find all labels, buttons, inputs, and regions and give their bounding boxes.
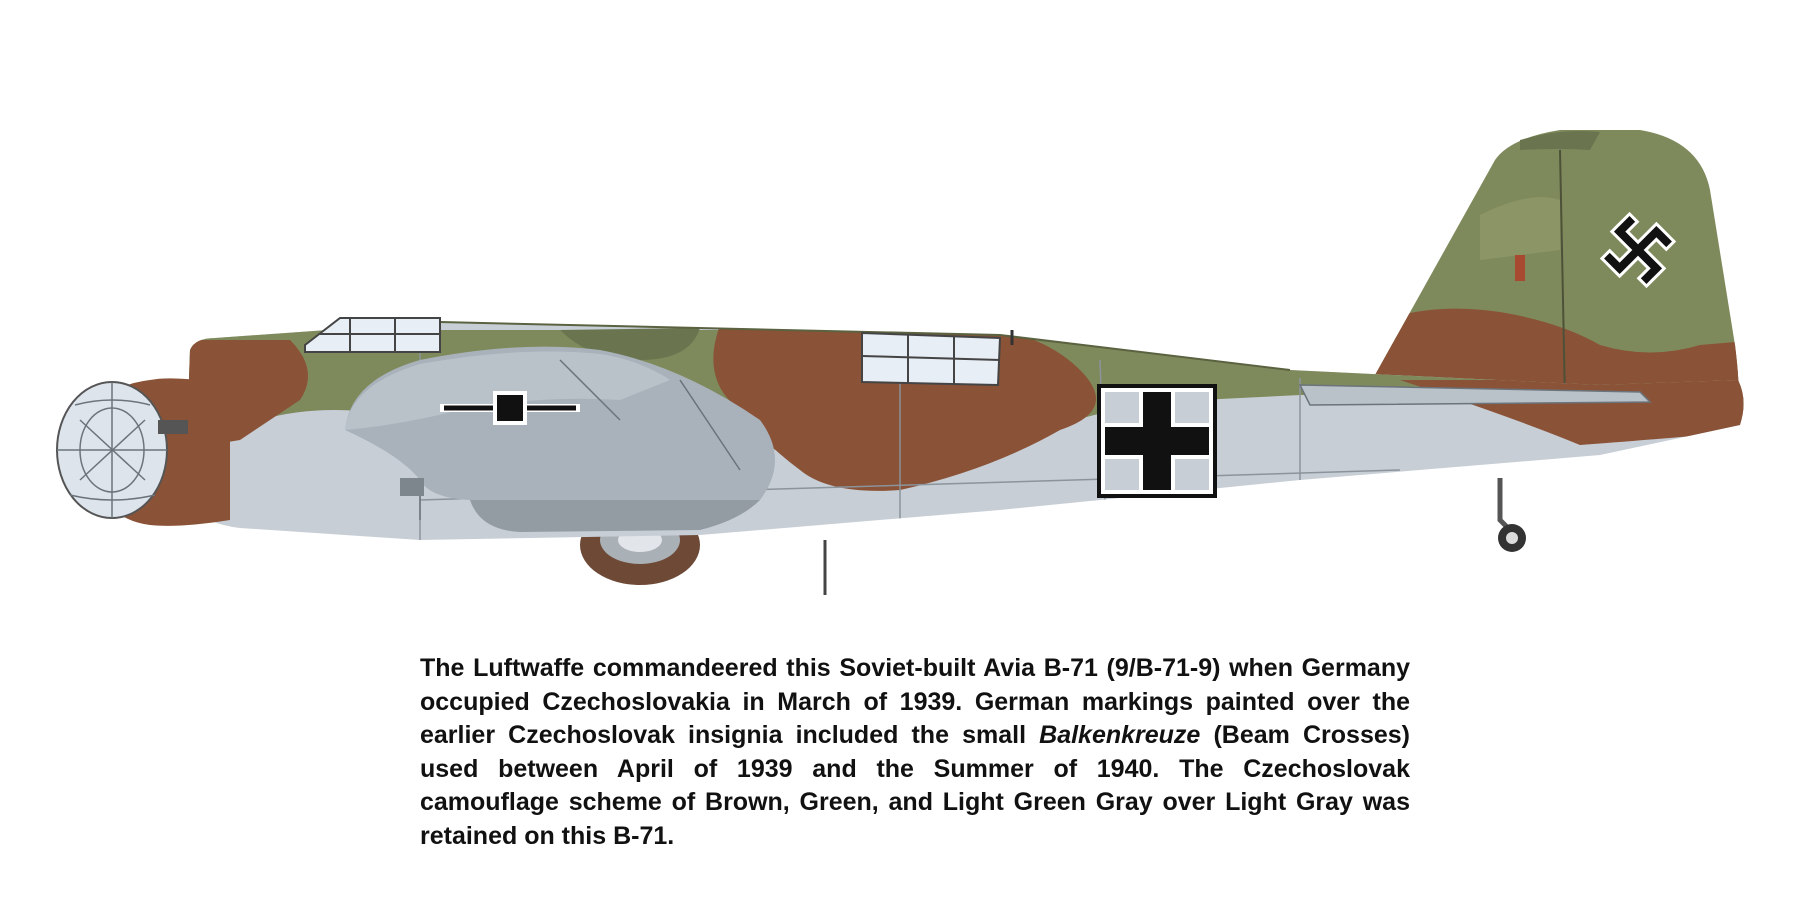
caption-text-part-2: (Beam Crosses) used between April of 1939 and the Summer of 1940. The Czechoslovak camouflage scheme of Brown, Green, and Light Green Gray over Light Gray was retained on this B-71. [420,721,1410,850]
nose-glazing [57,378,230,525]
balkenkreuz-icon [1097,384,1217,498]
caption-text [420,652,1410,853]
cockpit-canopy [305,318,440,352]
caption-text-part-1: The Luftwaffe commandeered this Soviet-built Avia B-71 (9/B-71-9) when Germany occupied Czechoslovakia in March of 1939. German markings painted over the earlier Czechoslovak insignia included the small [420,654,1410,749]
caption-text-italic: Balkenkreuze [1039,721,1201,749]
rear-cockpit-windows [862,330,1012,385]
tail-landing-wheel [1498,478,1526,552]
